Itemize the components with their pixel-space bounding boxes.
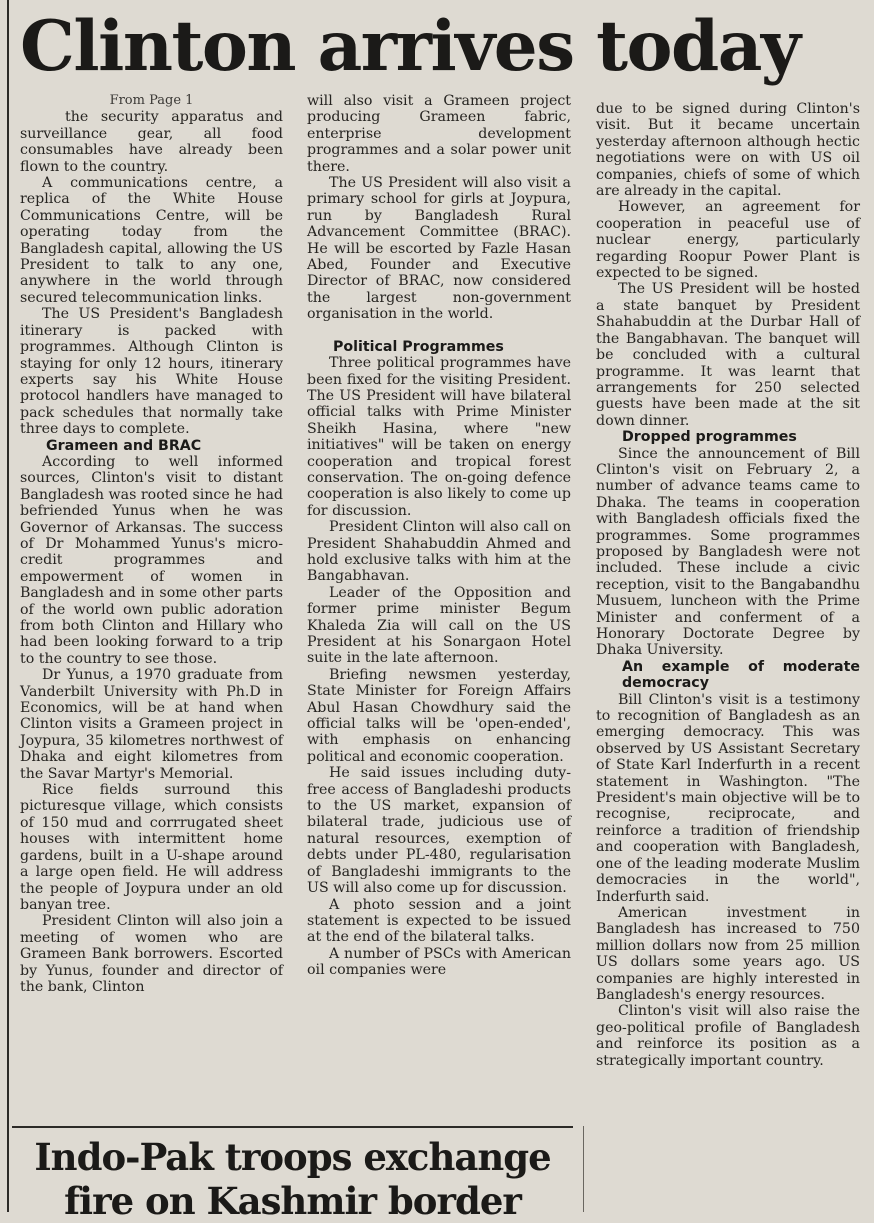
paragraph: due to be signed during Clinton's visit. But it became uncertain yesterday afternoon although hectic negotiations were on with US oil companies, chiefs of some of which are already in the capital. [596, 101, 860, 200]
column-rule [583, 1126, 584, 1212]
paragraph: He said issues including duty-free access of Bangladeshi products to the US market, expansion of bilateral trade, judicious use of natural resources, exemption of debts under PL-480, regularisation of Bangladeshi immigrants to the US will also come up for discussion. [307, 765, 571, 897]
paragraph: A number of PSCs with American oil companies were [307, 945, 571, 979]
subheading: Dropped programmes [622, 429, 797, 446]
paragraph: Clinton's visit will also raise the geo-political profile of Bangladesh and reinforce its position as a strategically important country. [596, 1003, 860, 1069]
paragraph: President Clinton will also call on President Shahabuddin Ahmed and hold exclusive talks with him at the Bangabhavan. [307, 519, 571, 585]
column-rule [7, 0, 9, 1212]
subheading: An example of moderate democracy [622, 658, 860, 692]
article-column-2 [307, 93, 571, 979]
paragraph: Briefing newsmen yesterday, State Minister for Foreign Affairs Abul Hasan Chowdhury said the official talks will be 'open-ended', with emphasis on enhancing political and economic cooperation. [307, 666, 571, 765]
continuation-kicker: From Page 1 [109, 93, 194, 108]
paragraph: Leader of the Opposition and former prime minister Begum Khaleda Zia will call on the US President at his Sonargaon Hotel suite in the late afternoon. [307, 584, 571, 667]
paragraph: Rice fields surround this picturesque village, which consists of 150 mud and corrrugated sheet houses with intermittent home gardens, built in a U-shape around a large open field. He will address the people of Joypura under an old banyan tree. [20, 782, 283, 913]
paragraph: American investment in Bangladesh has increased to 750 million dollars now from 25 million US dollars some years ago. US companies are highly interested in Bangladesh's energy resources. [596, 904, 860, 1003]
main-headline: Clinton arrives today [20, 6, 800, 87]
paragraph: President Clinton will also join a meeting of women who are Grameen Bank borrowers. Escorted by Yunus, founder and director of the bank, Clinton [20, 913, 283, 995]
paragraph: The US President's Bangladesh itinerary is packed with programmes. Although Clinton is staying for only 12 hours, itinerary experts say his White House protocol handlers have managed to pack schedules that normally take three days to complete. [20, 306, 283, 438]
article-column-1 [20, 93, 283, 995]
paragraph: However, an agreement for cooperation in peaceful use of nuclear energy, particularly regarding Roopur Power Plant is expected to be signed. [596, 199, 860, 282]
paragraph: The US President will also visit a primary school for girls at Joypura, run by Bangladesh Rural Advancement Committee (BRAC). He will be escorted by Fazle Hasan Abed, Founder and Executive Director of BRAC, now considered the largest non-government organisation in the world. [307, 175, 571, 323]
article-column-3 [596, 101, 860, 1069]
paragraph: Since the announcement of Bill Clinton's visit on February 2, a number of advance teams came to Dhaka. The teams in cooperation with Bangladesh officials fixed the programmes. Some programmes proposed by Bangladesh were not included. These include a civic reception, visit to the Bangabandhu Musuem, luncheon with the Prime Minister and conferment of a Honorary Doctorate Degree by Dhaka University. [596, 445, 860, 659]
paragraph: Bill Clinton's visit is a testimony to recognition of Bangladesh as an emerging democracy. This was observed by US Assistant Secretary of State Karl Inderfurth in a recent statement in Washington. "The President's main objective will be to recognise, reciprocate, and reinforce a tradition of friendship and cooperation with Bangladesh, one of the leading moderate Muslim democracies in the world", Inderfurth said. [596, 691, 860, 905]
paragraph: will also visit a Grameen project producing Grameen fabric, enterprise development programmes and a solar power unit there. [307, 93, 571, 175]
paragraph: the security apparatus and surveillance gear, all food consumables have already been flown to the country. [20, 109, 283, 175]
paragraph: The US President will be hosted a state banquet by President Shahabuddin at the Durbar Hall of the Bangabhavan. The banquet will be concluded with a cultural programme. It was learnt that arrangements for 250 selected guests have been made at the sit down dinner. [596, 281, 860, 429]
paragraph: A photo session and a joint statement is expected to be issued at the end of the bilateral talks. [307, 896, 571, 946]
second-story-headline: Indo-Pak troops exchange fire on Kashmir border [34, 1135, 551, 1223]
paragraph: Dr Yunus, a 1970 graduate from Vanderbilt University with Ph.D in Economics, will be at hand when Clinton visits a Grameen project in Joypura, 35 kilometres northwest of Dhaka and eight kilometres from the Savar Martyr's Memorial. [20, 667, 283, 782]
paragraph: According to well informed sources, Clinton's visit to distant Bangladesh was rooted since he had befriended Yunus when he was Governor of Arkansas. The success of Dr Mohammed Yunus's micro-credit programmes and empowerment of women in Bangladesh and in some other parts of the world own public adoration from both Clinton and Hillary who had been looking forward to a trip to the country to see those. [20, 453, 283, 667]
subheading: Political Programmes [333, 338, 504, 355]
paragraph: Three political programmes have been fixed for the visiting President. The US President will have bilateral official talks with Prime Minister Sheikh Hasina, where "new initiatives" will be taken on energy cooperation and tropical forest conservation. The on-going defence cooperation is also likely to come up for discussion. [307, 355, 571, 519]
subheading: Grameen and BRAC [46, 437, 202, 454]
paragraph: A communications centre, a replica of the White House Communications Centre, will be operating today from the Bangladesh capital, allowing the US President to talk to any one, anywhere in the world through secured telecommunication links. [20, 175, 283, 306]
story-divider [12, 1126, 573, 1128]
